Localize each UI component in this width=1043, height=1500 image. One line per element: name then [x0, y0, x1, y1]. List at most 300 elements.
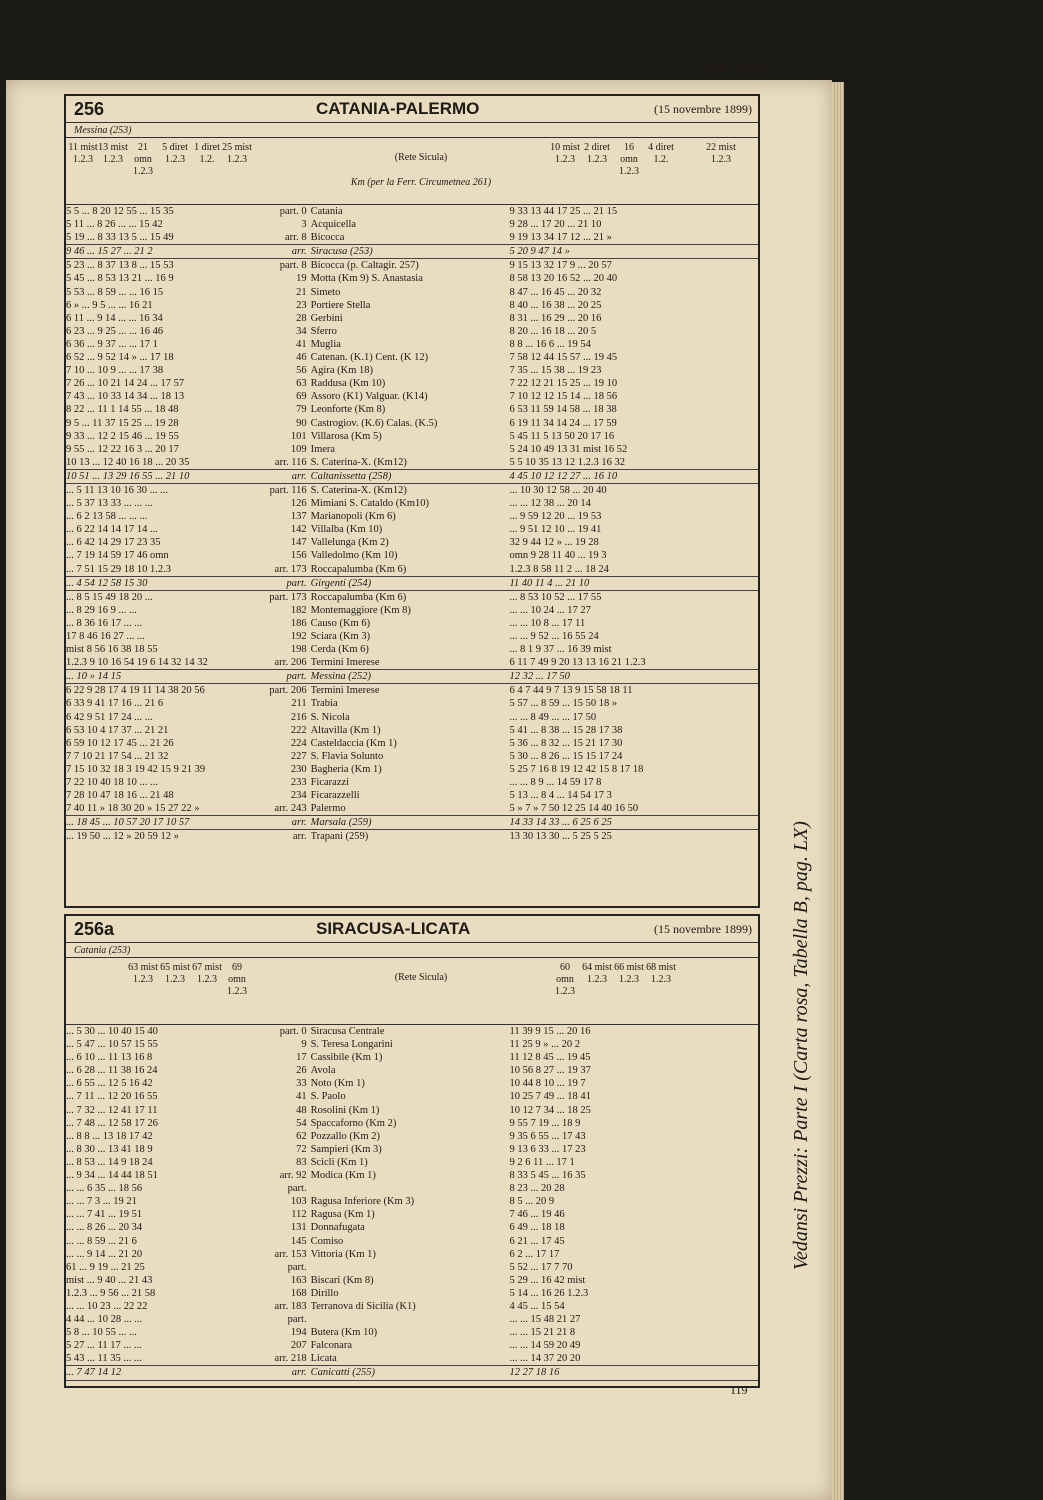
station-name: S. Paolo	[310, 1091, 346, 1103]
connection-row	[66, 123, 758, 138]
km: 192	[290, 631, 307, 642]
times-up: 6 49 ... 18 18	[509, 1222, 565, 1234]
times-up: 12 32 ... 17 50	[509, 671, 570, 683]
times-down: ... 8 5 15 49 18 20 ...	[66, 591, 153, 603]
km: part. 0	[279, 206, 307, 217]
station-name: Bicocca	[310, 232, 345, 244]
station-name: Portiere Stella	[310, 299, 371, 311]
station-name: Dirillo	[310, 1287, 339, 1299]
station-row	[66, 272, 758, 285]
times-up: 11 25 9 » ... 20 2	[509, 1039, 580, 1051]
station-name: Rosolini (Km 1)	[310, 1104, 380, 1116]
km: 33	[296, 1078, 307, 1090]
station-name: Marsala (259)	[310, 817, 372, 829]
km: part.	[286, 577, 307, 589]
station-name: Catenan. (K.1) Cent. (K 12)	[310, 352, 429, 364]
station-name: Sciara (Km 3)	[310, 631, 371, 642]
times-up: ... 8 1 9 37 ... 16 39 mist	[509, 644, 612, 656]
times-up: 9 35 6 55 ... 17 43	[509, 1130, 586, 1142]
times-up: 10 44 8 10 ... 19 7	[509, 1078, 586, 1090]
timetable-rows	[66, 1025, 758, 1381]
station-row	[66, 205, 758, 218]
station-name: Montemaggiore (Km 8)	[310, 604, 411, 616]
km: 9	[301, 1039, 307, 1051]
times-up: 10 25 7 49 ... 18 41	[509, 1091, 591, 1103]
station-row	[66, 789, 758, 802]
times-up: 5 57 ... 8 59 ... 15 50 18 »	[509, 698, 618, 710]
page-edge	[832, 82, 844, 1500]
times-up: 6 11 7 49 9 20 13 13 16 21 1.2.3	[509, 657, 646, 669]
connection-row	[66, 943, 758, 958]
station-name: Modica (Km 1)	[310, 1170, 376, 1182]
route-title: CATANIA-PALERMO	[316, 99, 480, 118]
station-row	[66, 763, 758, 776]
station-row	[66, 377, 758, 390]
station-row	[66, 1090, 758, 1103]
station-name	[311, 1313, 506, 1326]
times-up: ... ... 14 37 20 20	[509, 1353, 581, 1365]
times-up: 4 45 10 12 12 27 ... 16 10	[509, 470, 618, 482]
km: 17	[296, 1052, 307, 1064]
station-row	[66, 1313, 758, 1326]
times-up: 11 39 9 15 ... 20 16	[509, 1026, 591, 1037]
station-row	[66, 643, 758, 656]
km: 230	[290, 763, 307, 775]
table-number: 256	[74, 99, 105, 119]
table-title-row	[66, 916, 758, 943]
times-up: 7 22 12 21 15 25 ... 19 10	[509, 378, 618, 390]
km: 131	[290, 1222, 307, 1234]
connection-row	[66, 815, 758, 830]
km: part.	[287, 1314, 307, 1326]
times-down: 1.2.3 ... 9 56 ... 21 58	[66, 1287, 156, 1299]
km: arr. 8	[285, 232, 307, 244]
times-down: 7 43 ... 10 33 14 34 ... 18 13	[66, 391, 185, 403]
times-up: 8 47 ... 16 45 ... 20 32	[509, 286, 602, 298]
times-up: ... 8 53 10 52 ... 17 55	[509, 591, 602, 603]
station-name: Castrogiov. (K.6) Calas. (K.5)	[310, 417, 438, 429]
times-down: ... ... 8 59 ... 21 6	[66, 1235, 137, 1247]
train-header: 66 mist 1.2.3	[614, 962, 644, 985]
times-down: ... 8 8 ... 13 18 17 42	[66, 1130, 153, 1142]
km: 186	[290, 617, 307, 629]
station-name: Sampieri (Km 3)	[310, 1143, 382, 1155]
station-row	[66, 1169, 758, 1182]
times-up: ... ... 14 59 20 49	[509, 1340, 581, 1352]
km: 21	[296, 286, 307, 298]
times-down: 6 59 10 12 17 45 ... 21 26	[66, 737, 174, 749]
timetable-256	[64, 94, 760, 908]
station-name: Villarosa (Km 5)	[310, 430, 382, 442]
times-down: ... 6 42 14 29 17 23 35	[66, 537, 161, 549]
station-row	[66, 523, 758, 536]
station-name: Falconara	[310, 1340, 352, 1352]
station-row	[66, 684, 758, 697]
station-row	[66, 1248, 758, 1261]
station-row	[66, 1221, 758, 1234]
station-row	[66, 484, 758, 497]
times-up: ... 9 51 12 10 ... 19 41	[509, 524, 602, 536]
table-number: 256a	[74, 919, 115, 939]
train-headers	[66, 958, 758, 1025]
times-up: 6 21 ... 17 45	[509, 1235, 565, 1247]
times-down: 9 46 ... 15 27 ... 21 2	[66, 246, 153, 258]
km-note: Km (per la Ferr. Circumetnea 261)	[350, 177, 492, 188]
station-name: Villalba (Km 10)	[310, 524, 383, 536]
times-down: ... 6 28 ... 11 38 16 24	[66, 1065, 158, 1077]
company-label	[316, 972, 526, 983]
station-name: Ficarazzelli	[310, 790, 360, 802]
times-down: ... 7 47 14 12	[66, 1367, 122, 1379]
train-header: 2 diret 1.2.3	[584, 142, 610, 165]
station-name: S. Caterina-X. (Km12)	[310, 484, 407, 496]
train-header: 67 mist 1.2.3	[192, 962, 222, 985]
times-down: ... 5 37 13 33 ... ... ...	[66, 498, 153, 510]
station-row	[66, 510, 758, 523]
train-header: 13 mist 1.2.3	[98, 142, 128, 165]
table-title-row	[66, 96, 758, 123]
times-down: ... ... 10 23 ... 22 22	[66, 1300, 148, 1312]
times-down: 6 22 9 28 17 4 19 11 14 38 20 56	[66, 685, 205, 697]
km: 46	[296, 352, 307, 364]
table-date: (15 novembre 1899)	[654, 922, 752, 936]
station-row	[66, 549, 758, 562]
km: 156	[290, 550, 307, 562]
station-row	[66, 417, 758, 430]
km: arr. 183	[274, 1300, 307, 1312]
km: part. 206	[269, 685, 307, 697]
km: 112	[291, 1209, 307, 1221]
station-name: Sferro	[310, 325, 337, 337]
times-up: 8 58 13 20 16 52 ... 20 40	[509, 273, 618, 285]
station-row	[66, 737, 758, 750]
times-up: 10 56 8 27 ... 19 37	[509, 1065, 591, 1077]
times-up: ... ... 8 9 ... 14 59 17 8	[509, 777, 602, 789]
times-down: ... 8 53 ... 14 9 18 24	[66, 1156, 153, 1168]
times-up: ... ... 8 49 ... ... 17 50	[509, 711, 597, 723]
times-down: ... 6 10 ... 11 13 16 8	[66, 1052, 153, 1064]
page-number: 119	[730, 1383, 748, 1397]
km: part.	[287, 1183, 307, 1195]
train-header: 1 diret 1.2.	[194, 142, 220, 165]
times-down: 5 53 ... 8 59 ... ... 16 15	[66, 286, 164, 298]
km: part. 173	[269, 591, 307, 603]
km: part.	[287, 1261, 307, 1273]
km: arr. 206	[274, 657, 307, 669]
station-name: Bagheria (Km 1)	[310, 763, 382, 775]
km: 54	[296, 1117, 307, 1129]
times-down: 6 52 ... 9 52 14 » ... 17 18	[66, 352, 174, 364]
km: 3	[301, 219, 307, 231]
times-down: ... 19 50 ... 12 » 20 59 12 »	[66, 831, 179, 843]
station-row	[66, 656, 758, 669]
station-name: Siracusa (253)	[310, 246, 373, 258]
times-down: 9 55 ... 12 22 16 3 ... 20 17	[66, 443, 179, 455]
times-down: 7 22 10 40 18 10 ... ...	[66, 777, 158, 789]
station-name: Messina (252)	[310, 671, 371, 683]
station-name: Gerbini	[310, 312, 343, 324]
station-row	[66, 1261, 758, 1274]
station-name: Butera (Km 10)	[310, 1327, 378, 1339]
km: 41	[296, 1091, 307, 1103]
station-name: Pozzallo (Km 2)	[310, 1130, 380, 1142]
station-name: Termini Imerese	[310, 685, 380, 697]
times-down: ... ... 6 35 ... 18 56	[66, 1183, 143, 1195]
times-down: 6 42 9 51 17 24 ... ...	[66, 711, 153, 723]
station-row	[66, 1038, 758, 1051]
times-up: 13 30 13 30 ... 5 25 5 25	[509, 831, 612, 843]
train-header: 10 mist 1.2.3	[550, 142, 580, 165]
times-down: 6 11 ... 9 14 ... ... 16 34	[66, 312, 163, 324]
times-up: 8 33 5 45 ... 16 35	[509, 1170, 586, 1182]
station-row	[66, 724, 758, 737]
times-up: 1.2.3 8 58 11 2 ... 18 24	[509, 563, 609, 575]
station-name: Siracusa Centrale	[310, 1026, 385, 1037]
times-up: 32 9 44 12 » ... 19 28	[509, 537, 599, 549]
times-down: mist ... 9 40 ... 21 43	[66, 1274, 153, 1286]
times-down: 9 5 ... 11 37 15 25 ... 19 28	[66, 417, 179, 429]
km: arr.	[291, 1367, 307, 1379]
station-name: Ragusa Inferiore (Km 3)	[310, 1196, 415, 1208]
km: arr.	[291, 470, 307, 482]
times-down: ... 10 » 14 15	[66, 671, 122, 683]
km: part. 0	[279, 1026, 307, 1037]
station-name: Comiso	[310, 1235, 344, 1247]
km: 101	[290, 430, 307, 442]
times-down: mist 8 56 16 38 18 55	[66, 644, 158, 656]
times-down: 7 28 10 47 18 16 ... 21 48	[66, 790, 174, 802]
station-name: Cassibile (Km 1)	[310, 1052, 383, 1064]
station-row	[66, 286, 758, 299]
station-row	[66, 1195, 758, 1208]
times-up: 5 24 10 49 13 31 mist 16 52	[509, 443, 628, 455]
km: arr.	[291, 246, 307, 258]
km: arr. 116	[274, 456, 307, 468]
times-up: ... ... 9 52 ... 16 55 24	[509, 631, 599, 642]
km: 147	[290, 537, 307, 549]
station-name: S. Caterina-X. (Km12)	[310, 456, 407, 468]
times-up: 6 2 ... 17 17	[509, 1248, 560, 1260]
station-name: Cerda (Km 6)	[310, 644, 369, 656]
times-up: 9 33 13 44 17 25 ... 21 15	[509, 206, 618, 217]
train-header: 16 omn 1.2.3	[619, 142, 639, 177]
station-name: Assoro (K1) Valguar. (K14)	[310, 391, 428, 403]
station-row	[66, 604, 758, 617]
station-row	[66, 830, 758, 843]
station-row	[66, 750, 758, 763]
station-row	[66, 351, 758, 364]
times-down: ... ... 9 14 ... 21 20	[66, 1248, 143, 1260]
times-up: 8 8 ... 16 6 ... 19 54	[509, 338, 591, 350]
times-down: 7 40 11 » 18 30 20 » 15 27 22 »	[66, 803, 200, 815]
station-row	[66, 364, 758, 377]
station-name: Roccapalumba (Km 6)	[310, 563, 407, 575]
times-down: ... 7 19 14 59 17 46 omn	[66, 550, 169, 562]
times-down: ... 5 11 13 10 16 30 ... ...	[66, 484, 168, 496]
station-row	[66, 259, 758, 272]
station-name: Trabia	[310, 698, 338, 710]
train-header: 60 omn 1.2.3	[555, 962, 575, 997]
km: 207	[290, 1340, 307, 1352]
station-name: Licata	[310, 1353, 337, 1365]
km: 198	[290, 644, 307, 656]
times-down: ... ... 7 3 ... 19 21	[66, 1196, 137, 1208]
station-name	[311, 1261, 506, 1274]
station-row	[66, 1077, 758, 1090]
station-name: Noto (Km 1)	[310, 1078, 365, 1090]
station-name: Altavilla (Km 1)	[310, 724, 381, 736]
times-down: ... 5 30 ... 10 40 15 40	[66, 1026, 158, 1037]
train-headers	[66, 138, 758, 205]
times-down: 7 7 10 21 17 54 ... 21 32	[66, 750, 169, 762]
times-up: 8 5 ... 20 9	[509, 1196, 555, 1208]
times-up: 11 12 8 45 ... 19 45	[509, 1052, 591, 1064]
times-up: ... ... 12 38 ... 20 14	[509, 498, 591, 510]
times-down: 10 13 ... 12 40 16 18 ... 20 35	[66, 456, 190, 468]
km: 19	[296, 273, 307, 285]
station-row	[66, 312, 758, 325]
times-down: 5 27 ... 11 17 ... ...	[66, 1340, 142, 1352]
train-header: 5 diret 1.2.3	[162, 142, 188, 165]
times-down: ... 6 22 14 14 17 14 ...	[66, 524, 158, 536]
km: 145	[290, 1235, 307, 1247]
station-row	[66, 1300, 758, 1313]
times-up: 5 36 ... 8 32 ... 15 21 17 30	[509, 737, 623, 749]
km: part. 116	[269, 484, 307, 496]
km: 69	[296, 391, 307, 403]
train-header: 65 mist 1.2.3	[160, 962, 190, 985]
times-down: 10 51 ... 13 29 16 55 ... 21 10	[66, 470, 190, 482]
station-name: Catania	[310, 206, 343, 217]
times-down: 5 23 ... 8 37 13 8 ... 15 53	[66, 260, 174, 272]
km: 216	[290, 711, 307, 723]
km: 163	[290, 1274, 307, 1286]
times-up: 10 12 7 34 ... 18 25	[509, 1104, 591, 1116]
times-up: ... ... 10 8 ... 17 11	[509, 617, 586, 629]
km: 62	[296, 1130, 307, 1142]
times-down: ... 4 54 12 58 15 30	[66, 577, 148, 589]
station-row	[66, 697, 758, 710]
times-up: 5 45 11 5 13 50 20 17 16	[509, 430, 615, 442]
station-name: Girgenti (254)	[310, 577, 372, 589]
station-row	[66, 1339, 758, 1352]
station-row	[66, 802, 758, 815]
times-up: 8 20 ... 16 18 ... 20 5	[509, 325, 597, 337]
station-row	[66, 1104, 758, 1117]
times-up: 7 35 ... 15 38 ... 19 23	[509, 365, 602, 377]
km: 126	[290, 498, 307, 510]
station-row	[66, 390, 758, 403]
station-row	[66, 1235, 758, 1248]
km: 142	[290, 524, 307, 536]
train-header: 4 diret 1.2.	[648, 142, 674, 165]
times-down: 61 ... 9 19 ... 21 25	[66, 1261, 145, 1273]
station-name: Vallelunga (Km 2)	[310, 537, 389, 549]
train-header: 21 omn 1.2.3	[133, 142, 153, 177]
times-down: 1.2.3 9 10 16 54 19 6 14 32 14 32	[66, 657, 208, 669]
times-up: ... 10 30 12 58 ... 20 40	[509, 484, 607, 496]
train-header: 63 mist 1.2.3	[128, 962, 158, 985]
company-name: (Rete Sicula)	[394, 152, 448, 163]
times-up: 5 20 9 47 14 »	[509, 246, 570, 258]
connection-label: Messina (253)	[74, 124, 132, 136]
train-header: 69 omn 1.2.3	[227, 962, 247, 997]
table-date: (15 novembre 1899)	[654, 102, 752, 116]
km: arr. 153	[274, 1248, 307, 1260]
station-name: Ragusa (Km 1)	[310, 1209, 375, 1221]
km: arr.	[292, 831, 307, 843]
times-down: 6 23 ... 9 25 ... ... 16 46	[66, 325, 164, 337]
station-name: Simeto	[310, 286, 341, 298]
times-down: ... 7 11 ... 12 20 16 55	[66, 1091, 158, 1103]
times-up: 8 31 ... 16 29 ... 20 16	[509, 312, 602, 324]
train-header: 11 mist 1.2.3	[68, 142, 98, 165]
times-down: 5 11 ... 8 26 ... ... 15 42	[66, 219, 163, 231]
station-row	[66, 430, 758, 443]
connection-row	[66, 576, 758, 591]
times-down: 7 15 10 32 18 3 19 42 15 9 21 39	[66, 763, 206, 775]
running-title: STRADE FERRATE ITALIANE	[305, 62, 488, 76]
connection-label: Catania (253)	[74, 944, 131, 956]
times-up: 7 58 12 44 15 57 ... 19 45	[509, 352, 618, 364]
times-down: 4 44 ... 10 28 ... ...	[66, 1314, 143, 1326]
station-row	[66, 617, 758, 630]
times-down: 6 53 10 4 17 37 ... 21 21	[66, 724, 169, 736]
times-down: 6 » ... 9 5 ... ... 16 21	[66, 299, 153, 311]
km: 224	[290, 737, 307, 749]
times-down: 5 5 ... 8 20 12 55 ... 15 35	[66, 206, 174, 217]
times-up: 6 19 11 34 14 24 ... 17 59	[509, 417, 617, 429]
connection-row	[66, 1365, 758, 1380]
station-name: Roccapalumba (Km 6)	[310, 591, 407, 603]
times-down: ... ... 7 41 ... 19 51	[66, 1209, 143, 1221]
station-name: S. Flavia Solunto	[310, 750, 384, 762]
times-up: omn 9 28 11 40 ... 19 3	[509, 550, 607, 562]
km: 48	[296, 1104, 307, 1116]
page-range: 256-256a	[702, 60, 766, 77]
km: arr. 218	[274, 1353, 307, 1365]
km: 194	[290, 1327, 307, 1339]
station-row	[66, 1025, 758, 1038]
station-row	[66, 1117, 758, 1130]
station-name: Mimiani S. Cataldo (Km10)	[310, 498, 430, 510]
station-name: Imera	[310, 443, 336, 455]
station-row	[66, 403, 758, 416]
km: 56	[296, 365, 307, 377]
station-row	[66, 1051, 758, 1064]
price-reference-sidebar	[760, 410, 812, 1270]
km: 234	[290, 790, 307, 802]
times-down: 8 22 ... 11 1 14 55 ... 18 48	[66, 404, 179, 416]
station-row	[66, 563, 758, 576]
times-down: ... 8 29 16 9 ... ...	[66, 604, 137, 616]
station-row	[66, 1130, 758, 1143]
km: 83	[296, 1156, 307, 1168]
times-up: 5 29 ... 16 42 mist	[509, 1274, 586, 1286]
company-label	[316, 152, 526, 188]
station-row	[66, 218, 758, 231]
times-up: 7 46 ... 19 46	[509, 1209, 565, 1221]
km: 233	[290, 777, 307, 789]
km: part. 8	[279, 260, 307, 272]
times-up: 9 28 ... 17 20 ... 21 10	[509, 219, 602, 231]
station-name: Motta (Km 9) S. Anastasia	[310, 273, 423, 285]
km: 222	[290, 724, 307, 736]
km: 137	[290, 511, 307, 523]
station-name: Avola	[310, 1065, 336, 1077]
times-up: 9 15 13 32 17 9 ... 20 57	[509, 260, 612, 272]
times-up: 5 52 ... 17 7 70	[509, 1261, 573, 1273]
